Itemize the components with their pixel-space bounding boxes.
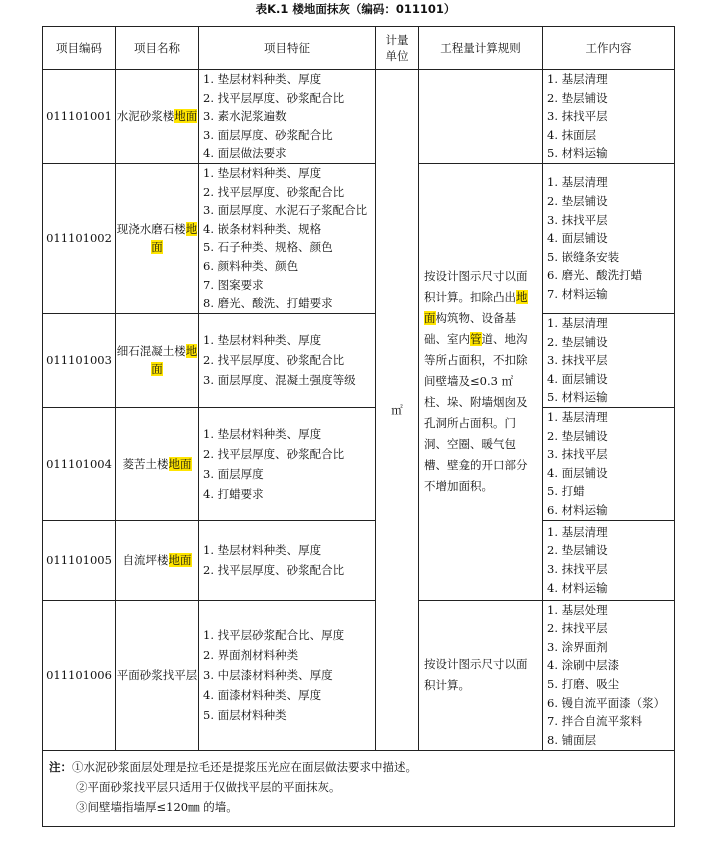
item-name-highlight: 地面 — [151, 222, 198, 255]
item-work — [543, 70, 675, 164]
feature-item: 3. 面层厚度、水泥石子浆配合比 — [203, 203, 368, 218]
item-name-text: 菱苦土楼 — [122, 456, 169, 471]
item-name — [116, 600, 199, 750]
work-item: 6. 材料运输 — [547, 502, 608, 517]
notes-label: 注： — [49, 759, 72, 774]
unit-cell: ㎡ — [376, 70, 419, 751]
item-code: 011101002 — [43, 163, 116, 313]
item-name-highlight: 地面 — [174, 109, 198, 124]
note-line — [49, 757, 674, 777]
work-item: 5. 材料运输 — [547, 146, 608, 161]
item-features — [199, 163, 376, 313]
note-text: ①水泥砂浆面层处理是拉毛还是提浆压光应在面层做法要求中描述。 — [72, 759, 417, 774]
feature-item: 3. 面层厚度、混凝土强度等级 — [203, 373, 356, 388]
feature-item: 3. 中层漆材料种类、厚度 — [203, 668, 333, 682]
header-unit — [376, 27, 419, 70]
work-item: 1. 基层清理 — [547, 175, 608, 190]
item-name-text: 水泥砂浆楼 — [116, 109, 175, 124]
feature-item: 2. 找平层厚度、砂浆配合比 — [203, 184, 345, 199]
work-item: 1. 基层清理 — [547, 524, 608, 539]
table-row — [43, 600, 675, 750]
work-item: 5. 嵌缝条安装 — [547, 249, 620, 264]
work-item: 1. 基层清理 — [547, 315, 608, 330]
rule-text: 按设计图示尺寸以面积计算。扣除凸出 — [424, 269, 528, 305]
work-item: 3. 抹找平层 — [547, 353, 608, 368]
work-item: 2. 垫层铺设 — [547, 90, 608, 105]
item-name — [116, 520, 199, 600]
work-item: 8. 铺面层 — [547, 732, 597, 747]
table-row — [43, 163, 675, 313]
rule-highlight: 地面 — [424, 290, 528, 326]
feature-item: 4. 面漆材料种类、厚度 — [203, 688, 322, 702]
work-item: 3. 抹找平层 — [547, 212, 608, 227]
work-item: 5. 打蜡 — [547, 484, 585, 499]
work-item: 3. 抹找平层 — [547, 562, 608, 576]
rule-empty — [419, 70, 543, 164]
work-item: 1. 基层清理 — [547, 409, 608, 424]
feature-item: 4. 嵌条材料种类、规格 — [203, 221, 322, 236]
item-name-text: 细石混凝土楼 — [116, 344, 186, 359]
feature-item: 1. 垫层材料种类、厚度 — [203, 166, 322, 181]
work-item: 2. 垫层铺设 — [547, 334, 608, 349]
item-name-highlight: 地面 — [151, 344, 198, 377]
item-code: 011101001 — [43, 70, 116, 164]
item-name — [116, 407, 199, 520]
item-name — [116, 163, 199, 313]
header-row — [43, 27, 675, 70]
item-name — [116, 70, 199, 164]
item-code: 011101006 — [43, 600, 116, 750]
work-item: 4. 面层铺设 — [547, 465, 608, 480]
work-item: 7. 拌合自流平浆料 — [547, 714, 643, 729]
feature-item: 4. 面层做法要求 — [203, 146, 287, 161]
header-code: 项目编码 — [43, 27, 116, 70]
feature-item: 1. 垫层材料种类、厚度 — [203, 72, 322, 86]
feature-item: 2. 找平层厚度、砂浆配合比 — [203, 353, 345, 368]
work-item: 4. 面层铺设 — [547, 371, 608, 386]
work-item: 3. 抹找平层 — [547, 447, 608, 462]
spec-table — [42, 26, 675, 827]
item-name — [116, 313, 199, 407]
work-item: 5. 材料运输 — [547, 390, 608, 405]
feature-item: 4. 打蜡要求 — [203, 486, 264, 501]
feature-item: 8. 磨光、酸洗、打蜡要求 — [203, 296, 333, 311]
item-features — [199, 407, 376, 520]
feature-item: 5. 面层材料种类 — [203, 708, 287, 722]
notes-cell — [43, 750, 675, 826]
work-item: 5. 打磨、吸尘 — [547, 677, 620, 691]
table-row — [43, 70, 675, 164]
item-work — [543, 163, 675, 313]
feature-item: 5. 石子种类、规格、颜色 — [203, 240, 333, 255]
work-item: 4. 涂刷中层漆 — [547, 658, 620, 673]
feature-item: 3. 素水泥浆遍数 — [203, 109, 287, 124]
work-item: 4. 材料运输 — [547, 580, 608, 595]
rule-text: 道、地沟等所占面积，不扣除间壁墙及≤0.3 ㎡柱、垛、附墙烟囱及孔洞所占面积。门洞、空圈、暖气包槽、壁龛的开口部分不增加面积。 — [424, 332, 528, 494]
feature-item: 3. 面层厚度 — [203, 466, 264, 481]
item-features — [199, 520, 376, 600]
item-features — [199, 600, 376, 750]
header-features: 项目特征 — [199, 27, 376, 70]
feature-item: 1. 垫层材料种类、厚度 — [203, 426, 322, 441]
item-work — [543, 407, 675, 520]
header-unit-line2: 单位 — [385, 49, 409, 63]
work-item: 4. 抹面层 — [547, 127, 597, 142]
work-item: 7. 材料运输 — [547, 286, 608, 301]
work-item: 3. 抹找平层 — [547, 109, 608, 124]
item-work — [543, 520, 675, 600]
feature-item: 2. 界面剂材料种类 — [203, 648, 299, 662]
item-features — [199, 70, 376, 164]
work-item: 6. 磨光、酸洗打蜡 — [547, 268, 643, 283]
item-name-text: 自流坪楼 — [122, 553, 169, 567]
header-work: 工作内容 — [543, 27, 675, 70]
item-code: 011101004 — [43, 407, 116, 520]
table-row — [43, 520, 675, 600]
rule-text: 构筑物、设备基础、室内 — [424, 311, 516, 347]
feature-item: 2. 找平层厚度、砂浆配合比 — [203, 90, 345, 105]
feature-item: 1. 找平层砂浆配合比、厚度 — [203, 628, 345, 642]
work-item: 1. 基层处理 — [547, 602, 608, 617]
item-work — [543, 600, 675, 750]
item-work — [543, 313, 675, 407]
note-line: ②平面砂浆找平层只适用于仅做找平层的平面抹灰。 — [76, 779, 341, 794]
table-title: 表K.1 楼地面抹灰（编码：011101） — [255, 2, 456, 16]
note-line: ③间壁墙指墙厚≤120㎜ 的墙。 — [76, 799, 238, 814]
header-unit-line1: 计量 — [385, 33, 409, 47]
rule-cell-area-2: 按设计图示尺寸以面积计算。 — [419, 600, 543, 750]
item-code: 011101005 — [43, 520, 116, 600]
work-item: 3. 涂界面剂 — [547, 639, 608, 654]
work-item: 2. 垫层铺设 — [547, 193, 608, 208]
work-item: 6. 镘自流平面漆（浆） — [547, 695, 666, 710]
rule-highlight: 管 — [470, 332, 482, 347]
work-item: 1. 基层清理 — [547, 72, 608, 86]
feature-item: 1. 垫层材料种类、厚度 — [203, 333, 322, 348]
feature-item: 2. 找平层厚度、砂浆配合比 — [203, 446, 345, 461]
work-item: 2. 垫层铺设 — [547, 543, 608, 558]
feature-item: 1. 垫层材料种类、厚度 — [203, 543, 322, 557]
item-name-highlight: 地面 — [168, 553, 192, 567]
feature-item: 6. 颜料种类、颜色 — [203, 259, 299, 274]
item-name-text: 现浇水磨石楼 — [116, 222, 186, 237]
table-row — [43, 407, 675, 520]
notes-row — [43, 750, 675, 826]
table-row — [43, 313, 675, 407]
work-item: 2. 垫层铺设 — [547, 428, 608, 443]
work-item: 2. 抹找平层 — [547, 621, 608, 636]
feature-item: 7. 图案要求 — [203, 277, 264, 292]
item-code: 011101003 — [43, 313, 116, 407]
item-name-highlight: 地面 — [168, 456, 192, 471]
feature-item: 2. 找平层厚度、砂浆配合比 — [203, 563, 345, 577]
rule-cell-area — [419, 163, 543, 600]
work-item: 4. 面层铺设 — [547, 231, 608, 246]
feature-item: 3. 面层厚度、砂浆配合比 — [203, 127, 333, 142]
header-name: 项目名称 — [116, 27, 199, 70]
item-features — [199, 313, 376, 407]
item-name-text: 平面砂浆找平层 — [116, 668, 198, 682]
header-rules: 工程量计算规则 — [419, 27, 543, 70]
